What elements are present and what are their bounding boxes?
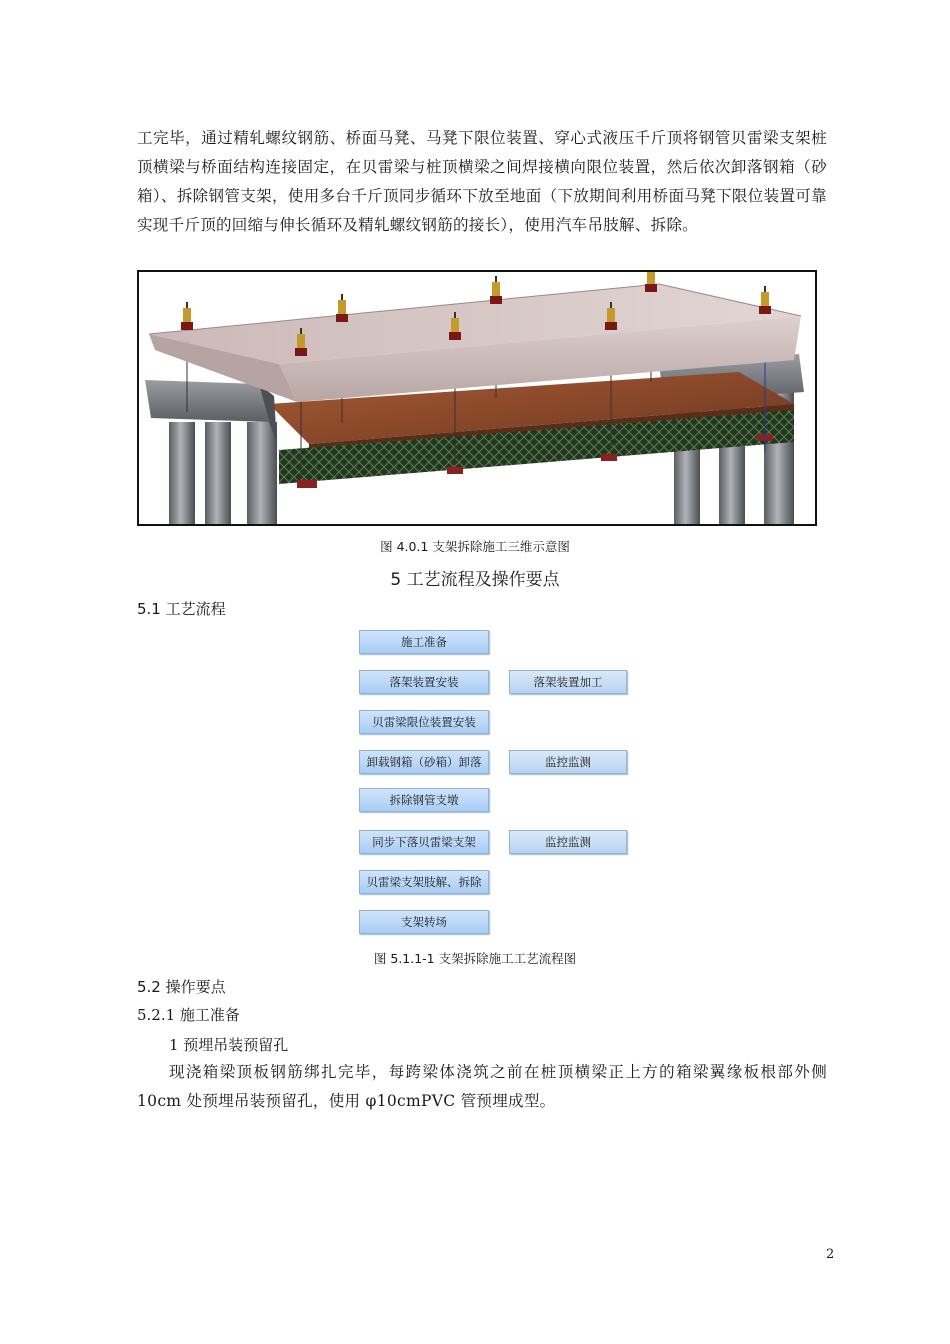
flow-step: 落架装置安装	[359, 670, 489, 694]
figure-caption: 图 4.0.1 支架拆除施工三维示意图	[380, 539, 570, 554]
item-title: 1 预埋吊装预留孔	[169, 1036, 289, 1054]
item-body: 现浇箱梁顶板钢筋绑扎完毕，每跨梁体浇筑之前在桩顶横梁正上方的箱梁翼缘板根部外侧 10cm 处预埋吊装预留孔，使用 φ10cmPVC 管预埋成型。	[137, 1063, 827, 1110]
flow-step: 拆除钢管支墩	[359, 788, 489, 812]
subsubsection-title: 5.2.1 施工准备	[137, 1006, 240, 1024]
subsection-2-title: 5.2 操作要点	[137, 978, 226, 996]
flow-step: 施工准备	[359, 630, 489, 654]
page-number: 2	[826, 1247, 835, 1262]
flow-side-step: 落架装置加工	[509, 670, 627, 694]
flowchart-caption: 图 5.1.1-1 支架拆除施工工艺流程图	[373, 951, 577, 966]
flow-side-step: 监控监测	[509, 750, 627, 774]
flow-step: 同步下落贝雷梁支架	[359, 830, 489, 854]
flow-step: 贝雷梁限位装置安装	[359, 710, 489, 734]
section-title: 5 工艺流程及操作要点	[390, 570, 560, 590]
flow-step: 贝雷梁支架肢解、拆除	[359, 870, 489, 894]
subsection-title: 5.1 工艺流程	[137, 600, 226, 618]
front-pier-cap	[145, 380, 269, 422]
bridge-support-illustration	[139, 272, 815, 524]
flow-side-step: 监控监测	[509, 830, 627, 854]
flow-step: 支架转场	[359, 910, 489, 934]
flow-step: 卸载钢箱（砂箱）卸落	[359, 750, 489, 774]
front-piers	[169, 422, 277, 524]
bridge-3d-figure	[137, 270, 817, 526]
intro-paragraph: 工完毕，通过精轧螺纹钢筋、桥面马凳、马凳下限位装置、穿心式液压千斤顶将钢管贝雷梁支架桩顶横梁与桥面结构连接固定，在贝雷梁与桩顶横梁之间焊接横向限位装置，然后依次卸落钢箱（砂箱）、拆除钢管支架，使用多台千斤顶同步循环下放至地面（下放期间利用桥面马凳下限位装置可靠实现千斤顶的回缩与伸长循环及精轧螺纹钢筋的接长），使用汽车吊肢解、拆除。	[137, 129, 827, 234]
